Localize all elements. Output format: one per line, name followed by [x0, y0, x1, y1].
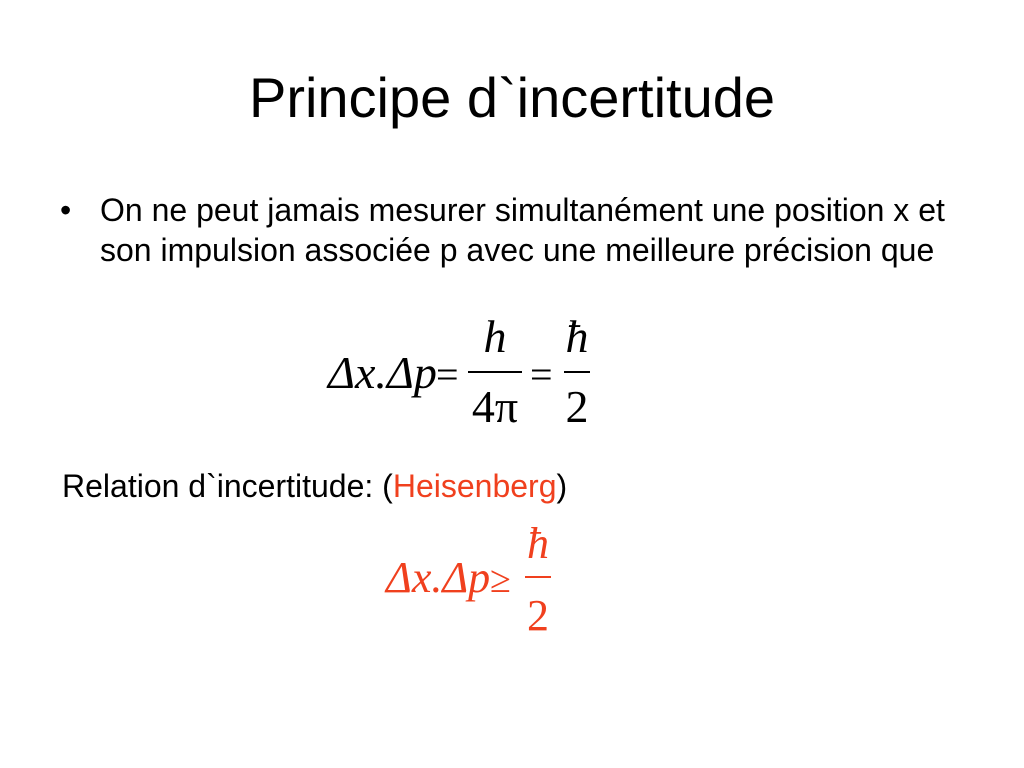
relation-suffix: ) [556, 468, 568, 504]
equation1-lhs: Δx.Δp [328, 347, 437, 398]
slide-title: Principe d`incertitude [248, 66, 776, 129]
bullet-marker: • [60, 192, 72, 228]
equation1-frac1-numerator: h [483, 311, 507, 362]
relation-line [62, 466, 567, 506]
equation1-equals-1: = [436, 352, 459, 397]
bullet-text: On ne peut jamais mesurer simultanément une position x et son impulsion associée p avec une meilleure précision que [100, 192, 945, 268]
equation-heisenberg-relation [378, 520, 578, 645]
equation-uncertainty-product [320, 310, 620, 440]
relation-prefix: Relation d`incertitude: ( [62, 468, 393, 504]
equation2-relation: ≥ [490, 559, 511, 601]
equation1-frac2-denominator: 2 [565, 381, 589, 432]
equation2-frac-denominator: 2 [527, 591, 549, 640]
equation1-equals-2: = [530, 352, 553, 397]
relation-name-heisenberg: Heisenberg [392, 468, 557, 504]
equation1-frac2-numerator: ħ [565, 311, 589, 362]
equation2-frac-numerator: ħ [527, 519, 549, 568]
equation1-frac1-denominator: 4π [471, 381, 519, 432]
equation2-lhs: Δx.Δp [386, 553, 491, 602]
